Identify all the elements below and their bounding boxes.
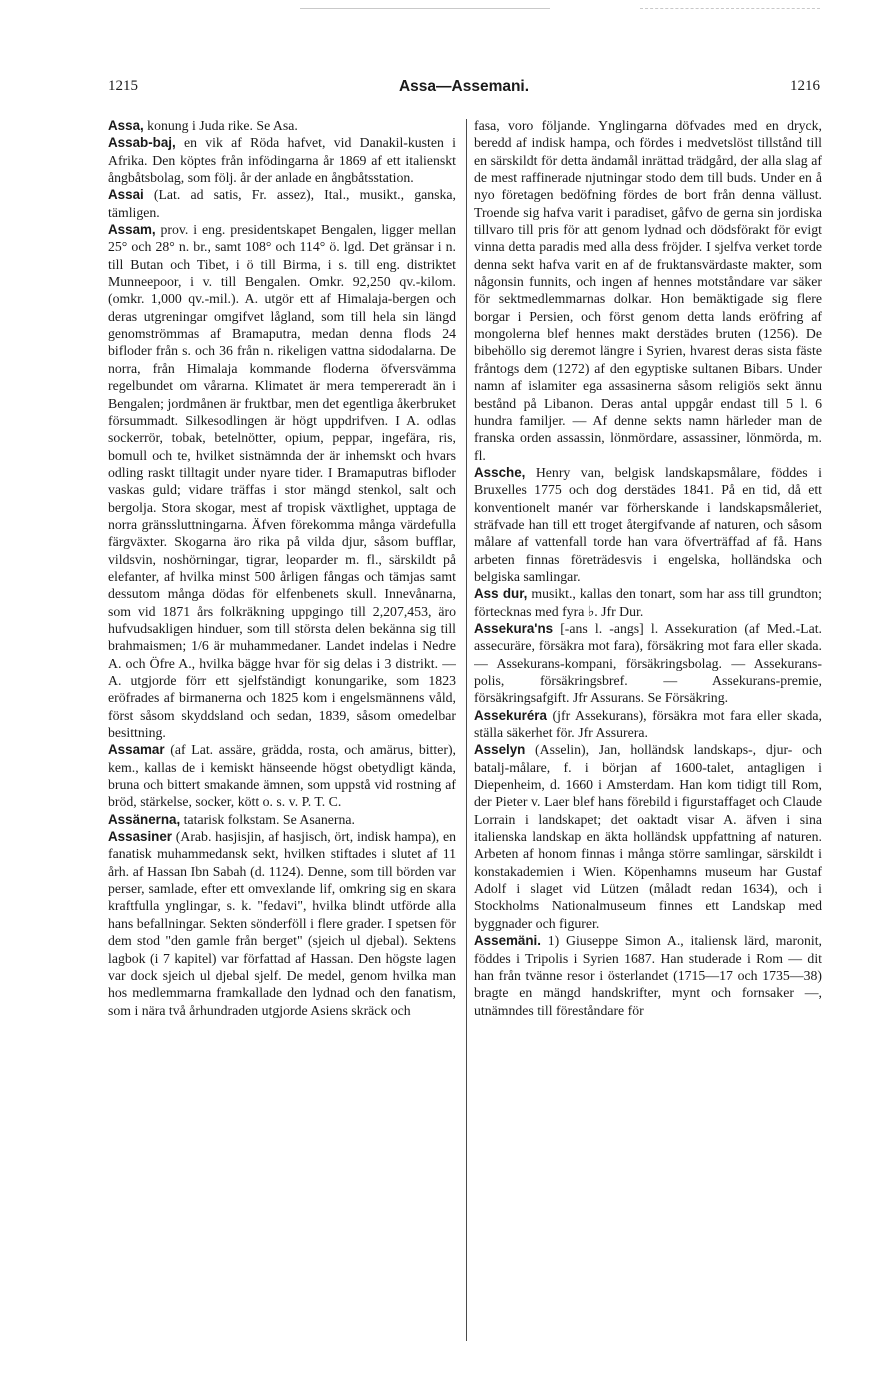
page-number-right: 1216: [790, 78, 820, 94]
headword: Assemäni.: [474, 933, 541, 949]
entry-assemani: [474, 932, 822, 1019]
headword: Assekuréra: [474, 707, 547, 723]
left-column: [108, 117, 456, 1357]
entry-assab-baj: [108, 134, 456, 186]
headword: Assekura'ns: [474, 620, 554, 636]
entry-assanerna: [108, 811, 456, 828]
entry-ass-dur: [474, 585, 822, 620]
entry-text: tatarisk folkstam. Se Asanerna.: [180, 811, 355, 827]
entry-text: (Lat. ad satis, Fr. assez), Ital., musikt., ganska, tämligen.: [108, 187, 456, 220]
page-header: [108, 78, 820, 100]
headword: Assab-baj,: [108, 135, 176, 151]
headword: Assam,: [108, 222, 156, 238]
entry-asselyn: [474, 741, 822, 932]
headword: Assa,: [108, 118, 144, 133]
entry-assamar: [108, 741, 456, 810]
entry-text: konung i Juda rike. Se Asa.: [143, 118, 298, 133]
entry-text: [-ans l. -angs] l. Assekuration (af Med.-Lat. assecuräre, försäkra mot fara), försäkring mot fara eller skada. — Assekurans-kompani, försäkringsbolag. — Assekurans-polis, försäkringsbref. — Assekurans-premie, försäkringsafgift. Jfr Assurans. Se Försäkring.: [474, 620, 822, 706]
headword: Assasiner: [108, 829, 173, 845]
headword: Assänerna,: [108, 811, 181, 827]
column-divider: [466, 119, 467, 1341]
entry-assasiner: [108, 828, 456, 1019]
top-scan-mark: [300, 8, 550, 10]
entry-text: en vik af Röda hafvet, vid Danakil-kusten i Afrika. Den köptes från infödingarna år 1869 af ett italienskt ångbåtsbolag, som följ. år der anlade en ångbåtsstation.: [108, 135, 456, 186]
entry-assekurera: [474, 707, 822, 742]
headword: Assamar: [108, 742, 165, 758]
entry-text: (af Lat. assäre, grädda, rosta, och amärus, bitter), kem., kallas de i kemiskt hänseende högst obetydligt kända, bruna och bittert smakande ämnen, som uppstå vid rostning af bröd, stärkelse, socker, kött o. s. v. P. T. C.: [108, 742, 456, 810]
entry-assasiner-continued: [474, 117, 822, 464]
entry-assche: [474, 464, 822, 585]
entry-text: Henry van, belgisk landskapsmålare, föddes i Bruxelles 1775 och dog derstädes 1841. På en tid, då ett konventionelt manér var förherskande i landskapsmåleriet, sträfvade han till ett troget återgifvande af naturen, och såsom målare af vattenfall torde han vara öfverträffad af få. Hans arbeten finnas företrädesvis i engelska, holländska och belgiska samlingar.: [474, 464, 822, 584]
entry-text: (jfr Assekurans), försäkra mot fara eller skada, ställa säkerhet för. Jfr Assurera.: [474, 707, 822, 741]
entry-assai: [108, 186, 456, 221]
headword: Assche,: [474, 464, 526, 480]
page-running-title: Assa—Assemani.: [398, 78, 530, 95]
right-column: [474, 117, 822, 1357]
entry-assa: [108, 117, 456, 134]
entry-text: 1) Giuseppe Simon A., italiensk lärd, maronit, föddes i Tripolis i Syrien 1687. Han studerade i Rom — dit han från tvänne resor i österlandet (1715—17 och 1735—38) bragte en mängd handskrifter, mynt och fornsaker —, utnämndes till föreståndare för: [474, 933, 822, 1018]
page-number-left: 1215: [108, 78, 138, 94]
entry-assam: [108, 221, 456, 741]
headword: Assai: [108, 187, 144, 203]
entry-assekurans: [474, 620, 822, 707]
headword: Ass dur,: [474, 586, 528, 602]
entry-text: (Asselin), Jan, holländsk landskaps-, djur- och batalj-målare, f. i början af 1600-talet, antagligen i Diepenheim, d. 1660 i Amsterdam. Han kom tidigt till Rom, der Pieter v. Laer blef hans förebild i figurstaffaget och Claude Lorrain i landskapet; det oaktadt visar A. äfven i sina italienska landskap en äkta holländsk uppfattning af naturen. Arbeten af honom finnas i många större samlingar, särskildt i konstakademien i Wien. Köpenhamns museum har Gustaf Adolf i slaget vid Lützen (måladt redan 1634), och i Stockholms Nationalmuseum finnes ett Landskap med byggnader och figurer.: [474, 742, 822, 931]
entry-text: fasa, voro följande. Ynglingarna döfvades med en dryck, beredd af indisk hampa, och fördes i medvetslöst tillstånd till en särskildt för detta ändamål inrättad trädgård, der alla slag af de mest raffinerade njutningar stodo dem till buds. Under en å nyo företagen bedöfning fördes de bort från denna vällust. Troende sig hafva varit i paradiset, gåfvo de gerna sin jordiska tillvaro till pris för att genom lydnad och dödsförakt för evigt vinna detta paradis med alla dess fröjder. I sjelfva verket torde denna sekt hafva varit en af de fruktansvärdaste makter, som någonsin funnits, och ingen af hennes motståndare var säker för sektmedlemmarnas dolkar. Hon bemäktigade sig flere borgar i Persien, och först genom detta lands eröfring af mongolerna blef hennes makt derstädes bruten (1256). De bibehöllo sig deremot längre i Syrien, hvarest deras sista fäste fråntogs dem (1272) af den egyptiske sultanen Bibars. Under namn af islamiter ega assasinerna såsom religiös sekt ännu bestånd på Libanon. Deras antal uppgår endast till 5 l. 6 hundra familjer. — Af denne sekts namn härleder man de franska orden assassin, lönmördare, assassiner, lönmörda, m. fl.: [474, 118, 822, 463]
entry-text: musikt., kallas den tonart, som har ass till grundton; förtecknas med fyra ♭. Jfr Dur.: [474, 586, 822, 619]
top-scan-mark-dashed: [640, 8, 820, 10]
headword: Asselyn: [474, 742, 526, 758]
entry-text: (Arab. hasjisjin, af hasjisch, ört, indisk hampa), en fanatisk muhammedansk sekt, hvilken stiftades i slutet af 11 årh. af Hassan Ibn Sabah (d. 1124). Denne, som till börden var perser, samlade, efter ett omvexlande lif, omkring sig en skara kraftfulla ynglingar, s. k. "fedavi", hvilka blindt utförde alla hans befallningar. Sekten sönderföll i flere grader. I spetsen för dem stod "den gamle från berget" (sjeich ul djebal). Sektens lagbok (i 7 kapitel) var författad af Hassan. Den högste lagen var dock sjeich ul djebal sjelf. De medel, genom hvilka man hos medlemmarna framkallade den lydnad och den fanatism, som i nära två århundraden utgjorde Asiens skräck och: [108, 829, 456, 1018]
entry-text: prov. i eng. presidentskapet Bengalen, ligger mellan 25° och 28° n. br., samt 108° och 114° ö. lgd. Det gränsar i n. till Butan och Tibet, i ö till Birma, i s. till eng. distriktet Munneepoor, i v. till Bengalen. Omkr. 92,250 qv.-kilom. (omkr. 1,000 qv.-mil.). A. utgör ett af Himalaja-bergen och deras utgreningar omgifvet lågland, som till hela sin längd genomströmmas af Bramaputra, medan denna flods 24 bifloder från s. och 36 från n. rikeligen vattna sidodalarna. De norra, från Himalaja kommande floderna öfversvämma regelbundet om vårarna. Klimatet är mera tempereradt än i Bengalen; jordmånen är fruktbar, men det egentliga åkerbruket försummadt. Silkesodlingen är högt uppdrifven. I A. odlas sockerrör, tobak, betelnötter, opium, peppar, ingefära, ris, bomull och te, hvilket sistnämnda der är inhemskt och hvars odling raskt tilltagit under nyare tider. I Bramaputras bifloder vaskas guld; vidare träffas i stor mängd stenkol, salt och bergolja. Stora skogar, mest af tropisk växtlighet, upptaga de norra gränssluttningarna. Äfven förekomma många värdefulla färgväxter. Skogarna äro rika på vilda djur, såsom bufflar, vildsvin, noshörningar, tigrar, leoparder m. fl., särskildt på elefanter, af hvilka minst 500 årligen fångas och tämjas samt dessutom många dödas för elfenbenets skull. Innevånarna, som vid 1871 års folkräkning uppgingo till 2,207,453, äro hufvudsakligen hinduer, som till största delen bekänna sig till brahmaismen; 1/6 är muhammedaner. Landet indelas i Nedre A. och Öfre A., hvilka bägge hvar för sig delas i 3 distrikt. — A. utgjorde förr ett sjelfständigt konungarike, som 1823 eröfrades af birmanerna och 1825 kom i engelsmännens våld, först såsom skyddsland och sedan, 1839, såsom omedelbar besittning.: [108, 222, 456, 741]
